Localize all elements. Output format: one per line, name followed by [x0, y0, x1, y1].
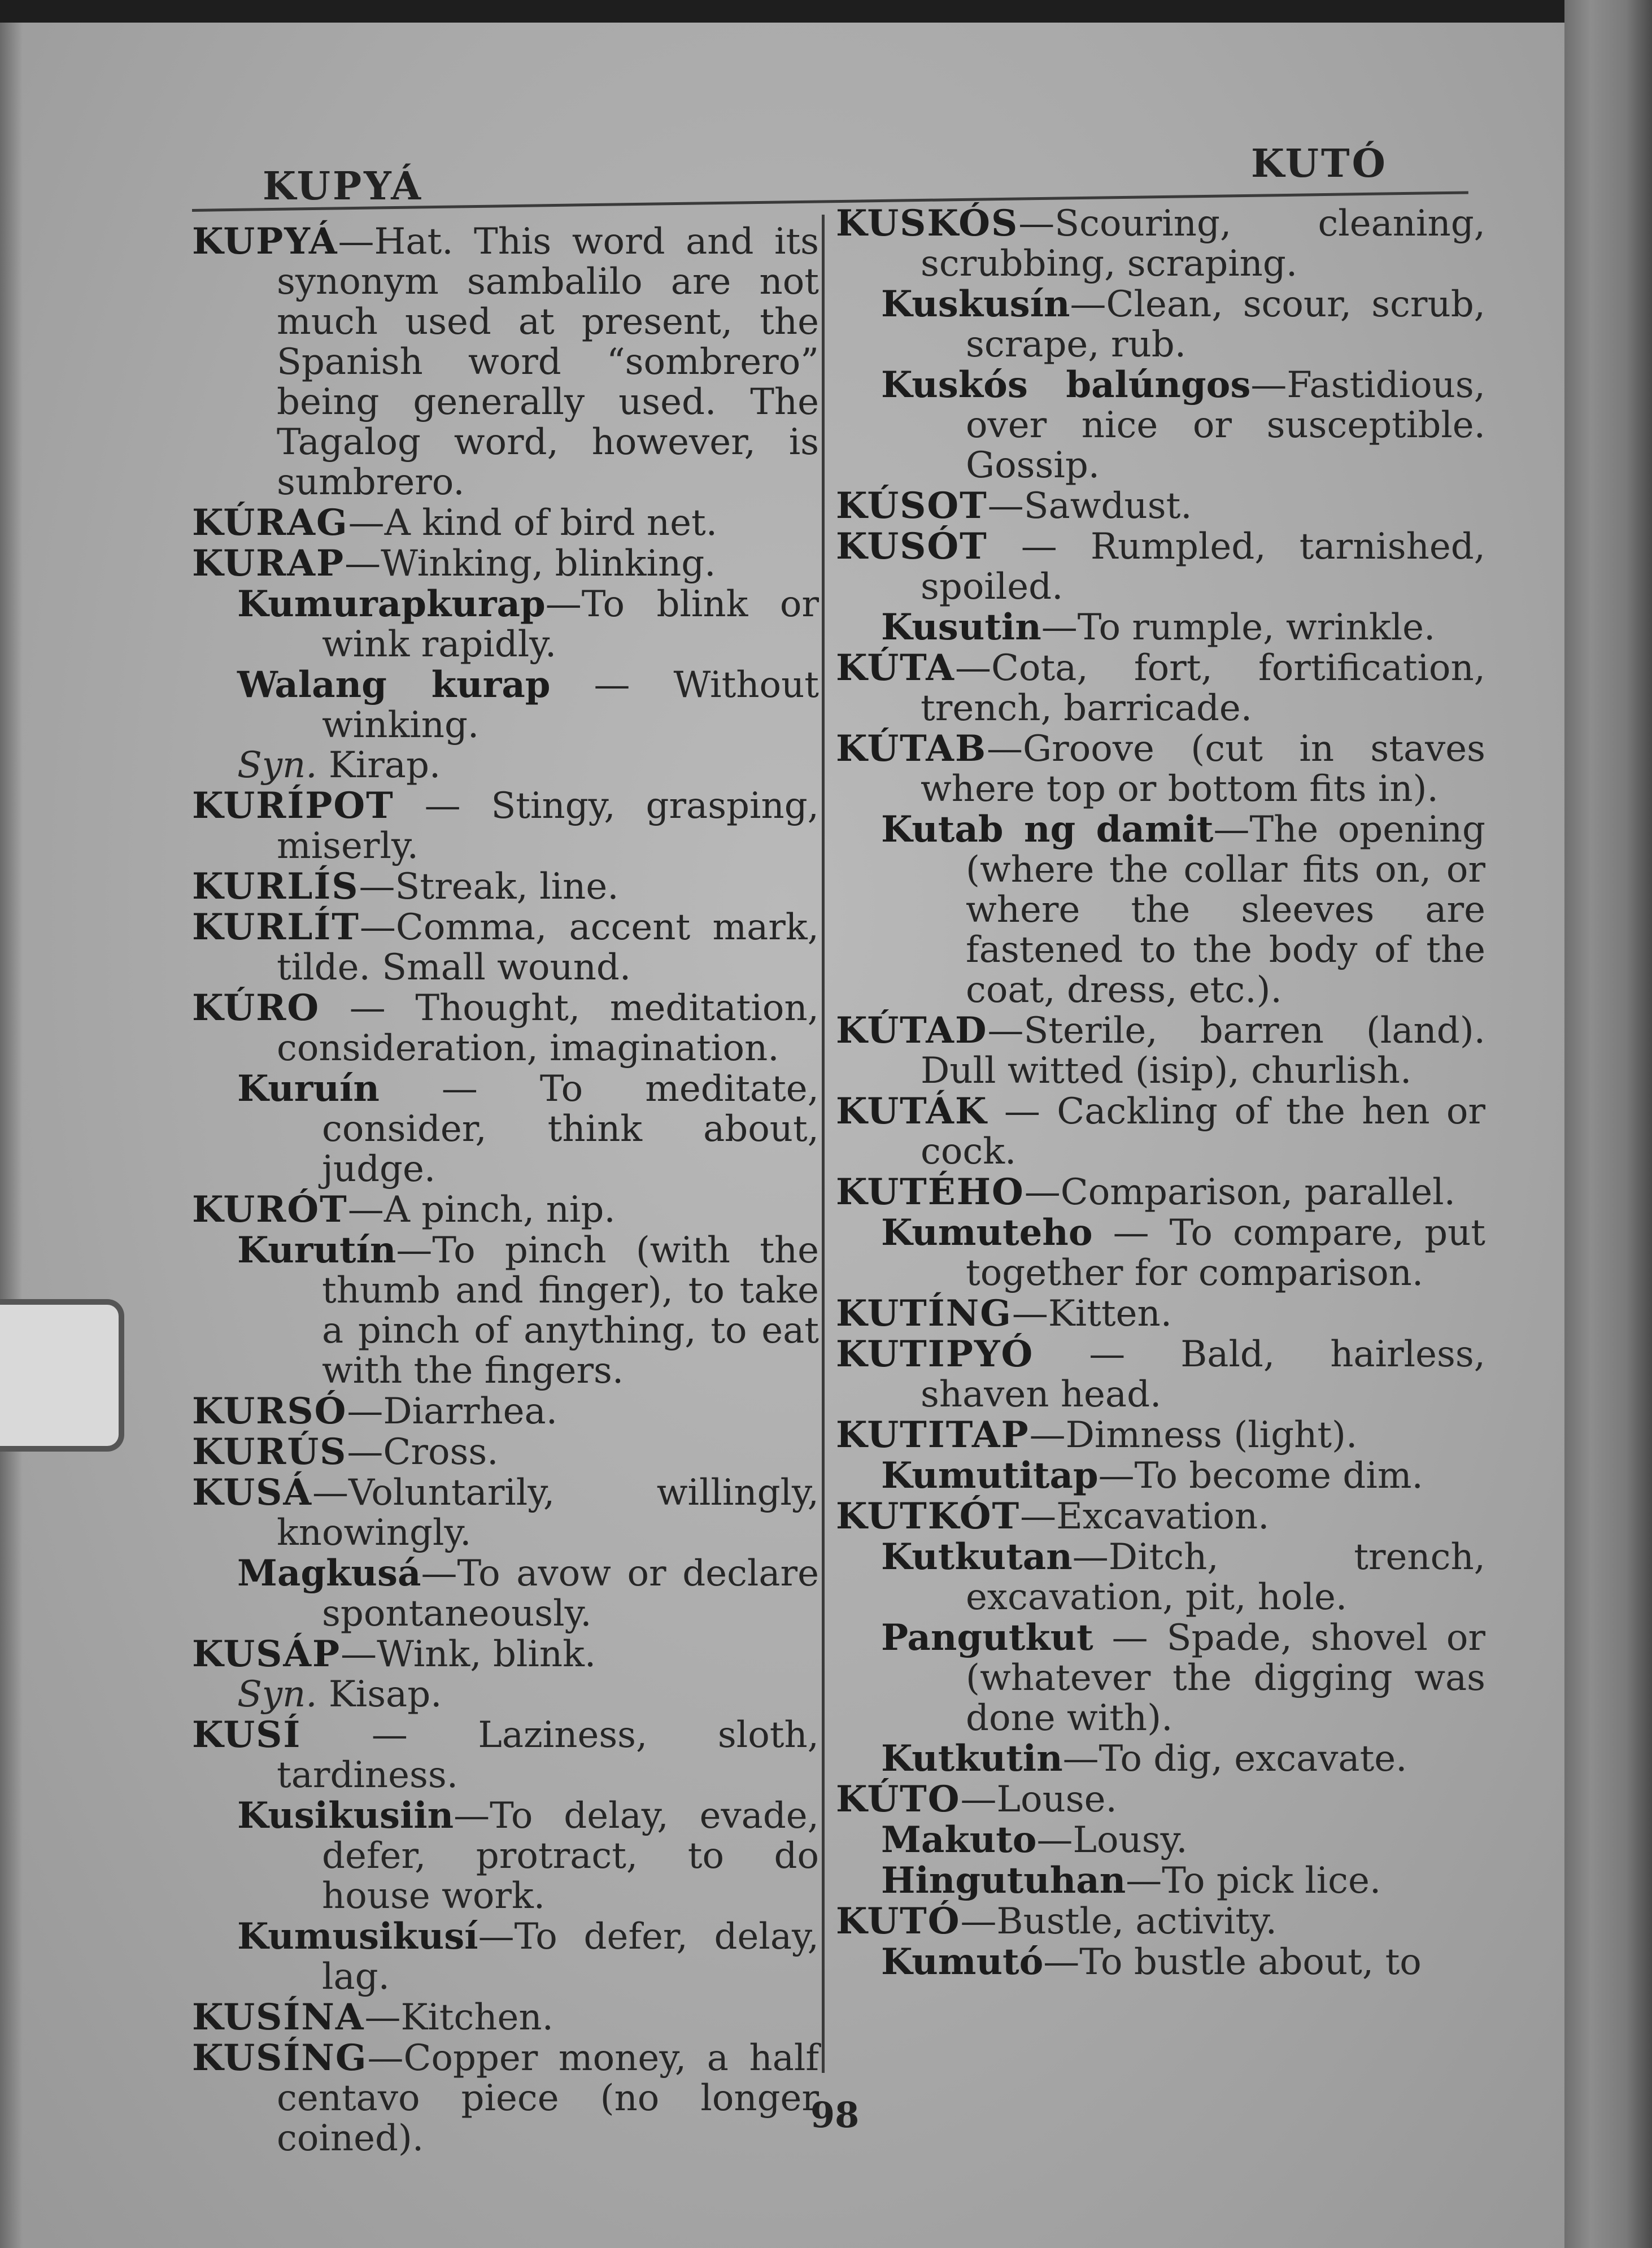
sub-entry: [192, 1796, 819, 1916]
thumb-index-tab: [0, 1299, 124, 1452]
definition-dash: —: [421, 1553, 457, 1594]
definition-text: Laziness, sloth, tardiness.: [277, 1714, 819, 1796]
dictionary-entry: [192, 1472, 819, 1553]
definition-text: Lousy.: [1073, 1819, 1188, 1861]
dictionary-entry: [192, 988, 819, 1069]
dictionary-entry: [836, 1010, 1485, 1091]
definition-text: To pinch (with the thumb and finger), to take a pinch of anything, to eat with the fingers.: [322, 1230, 819, 1392]
dictionary-entry: [192, 503, 819, 543]
definition-text: Wink, blink.: [377, 1633, 596, 1675]
dictionary-entry: [192, 786, 819, 866]
sub-entry: [192, 1069, 819, 1190]
definition-text: Fastidious, over nice or susceptible. Gossip.: [966, 364, 1485, 486]
synonym-label: Syn.: [237, 744, 317, 786]
derived-word: Kumuteho: [881, 1212, 1093, 1254]
dictionary-entry: [836, 648, 1485, 729]
dictionary-entry: [836, 729, 1485, 809]
definition-dash: —: [1020, 1496, 1057, 1537]
sub-entry: [192, 584, 819, 665]
definition-dash: —: [364, 1997, 401, 2038]
definition-text: Kitten.: [1048, 1293, 1172, 1335]
derived-word: Kutkutin: [881, 1737, 1063, 1780]
definition-dash: —: [348, 502, 385, 544]
definition-dash: —: [1126, 1860, 1162, 1902]
definition-dash: —: [1024, 1171, 1061, 1213]
derived-word: Kutkutan: [881, 1536, 1073, 1578]
definition-dash: —: [987, 485, 1024, 527]
definition-text: To meditate, consider, think about, judge.: [322, 1068, 819, 1190]
definition-dash: —: [396, 1230, 433, 1271]
dictionary-entry: [192, 1391, 819, 1432]
headword: KUSÍNA: [192, 1996, 365, 2038]
definition-text: To dig, excavate.: [1099, 1738, 1407, 1780]
definition-dash: —: [367, 2037, 404, 2079]
headword: KUTKÓT: [836, 1495, 1021, 1537]
definition-text: Sterile, barren (land). Dull witted (isip), churlish.: [921, 1010, 1485, 1092]
derived-word: Walang kurap: [237, 664, 551, 706]
definition-dash: —: [1012, 1293, 1048, 1335]
definition-text: Voluntarily, willingly, knowingly.: [277, 1472, 819, 1554]
derived-word: Pangutkut: [881, 1617, 1093, 1659]
definition-text: To avow or declare spontaneously.: [322, 1553, 819, 1635]
sub-entry: [192, 746, 819, 786]
definition-dash: —: [1250, 364, 1287, 406]
dictionary-entry: [192, 907, 819, 988]
right-guide-word: KUTÓ: [1251, 141, 1388, 186]
definition-text: To defer, delay, lag.: [322, 1916, 819, 1998]
sub-entry: [836, 1213, 1485, 1293]
headword: KURÓT: [192, 1188, 348, 1231]
derived-word: Kuskós balúngos: [881, 364, 1251, 406]
left-column: [192, 221, 819, 2159]
sub-entry: [836, 1942, 1485, 1983]
dictionary-entry: [192, 1715, 819, 1796]
definition-text: Without winking.: [322, 664, 820, 746]
headword: KURLÍT: [192, 906, 360, 948]
headword: KUTÓ: [836, 1900, 961, 1942]
definition-dash: —: [379, 1068, 540, 1110]
definition-text: To pick lice.: [1162, 1860, 1381, 1902]
definition-dash: —: [1092, 1212, 1170, 1254]
definition-text: To become dim.: [1134, 1455, 1423, 1497]
dictionary-entry: [836, 1334, 1485, 1415]
dictionary-entry: [192, 2038, 819, 2159]
derived-word: Kumutó: [881, 1941, 1044, 1983]
sub-entry: [836, 1739, 1485, 1779]
derived-word: Kuskusín: [881, 283, 1070, 325]
definition-text: To bustle about, to: [1079, 1941, 1422, 1983]
dictionary-entry: [836, 1293, 1485, 1334]
definition-text: Cackling of the hen or cock.: [921, 1091, 1486, 1173]
definition-text: Diarrhea.: [383, 1391, 558, 1432]
definition-text: To rumple, wrinkle.: [1077, 607, 1436, 648]
page-number: 98: [810, 2094, 860, 2136]
definition-dash: —: [1070, 284, 1106, 325]
headword: KUTIPYÓ: [836, 1333, 1034, 1375]
definition-dash: —: [545, 583, 582, 625]
headword: KURSÓ: [192, 1390, 347, 1432]
definition-text: Spade, shovel or (whatever the digging was done with).: [966, 1617, 1485, 1739]
definition-dash: —: [960, 1901, 997, 1942]
headword: KÚTO: [836, 1778, 961, 1820]
definition-dash: —: [1093, 1617, 1167, 1659]
headword: KUSÁ: [192, 1471, 313, 1514]
derived-word: Kusutin: [881, 606, 1041, 648]
headword: KÚSOT: [836, 485, 988, 527]
sub-entry: [192, 1916, 819, 1997]
definition-dash: —: [1072, 1536, 1109, 1578]
headword: KUSÍNG: [192, 2037, 368, 2079]
definition-dash: —: [987, 728, 1023, 770]
dictionary-entry: [836, 1779, 1485, 1820]
definition-text: Hat. This word and its synonym sambalilo are not much used at present, the Spanish word “sombrero” being generally used. The Tagalog word, however, is sumbrero.: [277, 221, 819, 503]
dictionary-entry: [192, 866, 819, 907]
book-gutter: [1564, 0, 1652, 2248]
sub-entry: [836, 365, 1485, 486]
definition-dash: —: [987, 526, 1091, 568]
definition-dash: —: [359, 907, 396, 948]
definition-text: Bustle, activity.: [996, 1901, 1277, 1942]
headword: KUTÍNG: [836, 1292, 1012, 1335]
dictionary-entry: [192, 543, 819, 584]
definition-text: Rumpled, tarnished, spoiled.: [921, 526, 1486, 608]
definition-dash: —: [1213, 809, 1250, 851]
dictionary-entry: [192, 1190, 819, 1230]
headword: KÚRAG: [192, 502, 348, 544]
headword: KUSÓT: [836, 525, 988, 568]
definition-dash: —: [1098, 1455, 1135, 1497]
headword: KÚTAB: [836, 727, 987, 770]
definition-dash: —: [347, 1431, 383, 1473]
definition-dash: —: [341, 1633, 377, 1675]
headword: KÚTA: [836, 647, 955, 689]
definition-dash: —: [1036, 1819, 1073, 1861]
headword: KURÚS: [192, 1431, 347, 1473]
right-column: [836, 203, 1485, 1983]
definition-text: Louse.: [996, 1779, 1117, 1820]
definition-text: Winking, blinking.: [381, 543, 716, 585]
sub-entry: [192, 1675, 819, 1715]
definition-text: Clean, scour, scrub, scrape, rub.: [966, 284, 1485, 365]
dictionary-entry: [192, 1634, 819, 1675]
dictionary-entry: [836, 1496, 1485, 1537]
sub-entry: [836, 1456, 1485, 1496]
definition-text: To compare, put together for comparison.: [966, 1212, 1485, 1294]
definition-dash: —: [478, 1916, 515, 1958]
definition-dash: —: [347, 1189, 384, 1231]
dictionary-entry: [836, 1415, 1485, 1456]
definition-text: Kitchen.: [400, 1997, 553, 2038]
headword: KUPYÁ: [192, 220, 338, 263]
sub-entry: [836, 809, 1485, 1010]
definition-text: Kisap.: [328, 1674, 442, 1715]
headword: KURLÍS: [192, 865, 359, 908]
definition-dash: —: [987, 1010, 1024, 1052]
derived-word: Kumutitap: [881, 1454, 1099, 1497]
sub-entry: [192, 665, 819, 746]
sub-entry: [192, 1553, 819, 1634]
definition-text: Comparison, parallel.: [1060, 1171, 1455, 1213]
definition-dash: —: [312, 1472, 349, 1514]
definition-text: To delay, evade, defer, protract, to do house work.: [322, 1795, 819, 1917]
definition-text: Groove (cut in staves where top or bottom fits in).: [921, 728, 1485, 810]
definition-text: Excavation.: [1056, 1496, 1270, 1537]
headword: KURÍPOT: [192, 785, 394, 827]
definition-text: Thought, meditation, consideration, imagination.: [277, 987, 820, 1069]
definition-dash: —: [1034, 1334, 1181, 1375]
definition-text: Ditch, trench, excavation, pit, hole.: [966, 1536, 1485, 1618]
headword: KUSÁP: [192, 1633, 341, 1675]
definition-dash: —: [1041, 607, 1078, 648]
definition-dash: —: [987, 1091, 1057, 1132]
sub-entry: [836, 1537, 1485, 1618]
derived-word: Kurutín: [237, 1229, 396, 1271]
sub-entry: [192, 1230, 819, 1391]
sub-entry: [836, 1820, 1485, 1861]
definition-dash: —: [454, 1795, 490, 1837]
dictionary-entry: [192, 1997, 819, 2038]
definition-text: Kirap.: [328, 744, 441, 786]
definition-dash: —: [954, 647, 991, 689]
derived-word: Kusikusiin: [237, 1794, 454, 1837]
definition-text: Dimness (light).: [1065, 1414, 1358, 1456]
derived-word: Kumurapkurap: [237, 583, 546, 625]
derived-word: Kutab ng damit: [881, 808, 1214, 851]
definition-text: Copper money, a half centavo piece (no longer coined).: [277, 2037, 819, 2159]
column-divider: [822, 215, 825, 2073]
synonym-label: Syn.: [237, 1674, 317, 1715]
definition-dash: —: [301, 1714, 478, 1756]
definition-text: A kind of bird net.: [384, 502, 718, 544]
definition-dash: —: [960, 1779, 997, 1820]
definition-dash: —: [1029, 1414, 1066, 1456]
sub-entry: [836, 607, 1485, 648]
derived-word: Magkusá: [237, 1552, 421, 1594]
definition-text: The opening (where the collar fits on, or where the sleeves are fastened to the body of the coat, dress, etc.).: [966, 809, 1486, 1011]
definition-text: Cota, fort, fortification, trench, barricade.: [921, 647, 1485, 729]
derived-word: Makuto: [881, 1819, 1037, 1861]
definition-text: Sawdust.: [1023, 485, 1192, 527]
definition-dash: —: [320, 987, 416, 1029]
dictionary-entry: [836, 526, 1485, 607]
definition-dash: —: [394, 785, 491, 827]
headword: KÚRO: [192, 987, 320, 1029]
headword: KUTITAP: [836, 1414, 1030, 1456]
headword: KUTÉHO: [836, 1171, 1025, 1213]
definition-text: A pinch, nip.: [383, 1189, 616, 1231]
headword: KURAP: [192, 542, 345, 585]
dictionary-entry: [836, 1901, 1485, 1942]
sub-entry: [836, 1618, 1485, 1739]
definition-dash: —: [1062, 1738, 1099, 1780]
headword: KUTÁK: [836, 1090, 988, 1132]
left-guide-word: KUPYÁ: [263, 164, 424, 209]
dictionary-entry: [192, 221, 819, 503]
headword: KÚTAD: [836, 1009, 988, 1052]
definition-text: Cross.: [383, 1431, 499, 1473]
dictionary-entry: [192, 1432, 819, 1472]
definition-text: Streak, line.: [395, 866, 619, 908]
definition-dash: —: [359, 866, 395, 908]
derived-word: Kumusikusí: [237, 1915, 478, 1958]
definition-dash: —: [550, 664, 674, 706]
dictionary-entry: [836, 1091, 1485, 1172]
derived-word: Kuruín: [237, 1068, 380, 1110]
dictionary-entry: [836, 203, 1485, 284]
dictionary-entry: [836, 486, 1485, 526]
sub-entry: [836, 284, 1485, 365]
definition-text: Bald, hairless, shaven head.: [921, 1334, 1486, 1415]
definition-text: Stingy, grasping, miserly.: [277, 785, 820, 867]
definition-dash: —: [1018, 203, 1055, 245]
definition-text: Scouring, cleaning, scrubbing, scraping.: [921, 203, 1485, 285]
sub-entry: [836, 1861, 1485, 1901]
definition-text: Comma, accent mark, tilde. Small wound.: [277, 907, 819, 988]
dictionary-entry: [836, 1172, 1485, 1213]
definition-dash: —: [345, 543, 381, 585]
definition-dash: —: [347, 1391, 383, 1432]
page-left-edge: [0, 23, 23, 2248]
definition-text: To blink or wink rapidly.: [322, 583, 819, 665]
derived-word: Hingutuhan: [881, 1859, 1126, 1902]
headword: KUSKÓS: [836, 202, 1019, 245]
definition-dash: —: [1043, 1941, 1080, 1983]
headword: KUSÍ: [192, 1714, 302, 1756]
definition-dash: —: [338, 221, 374, 263]
